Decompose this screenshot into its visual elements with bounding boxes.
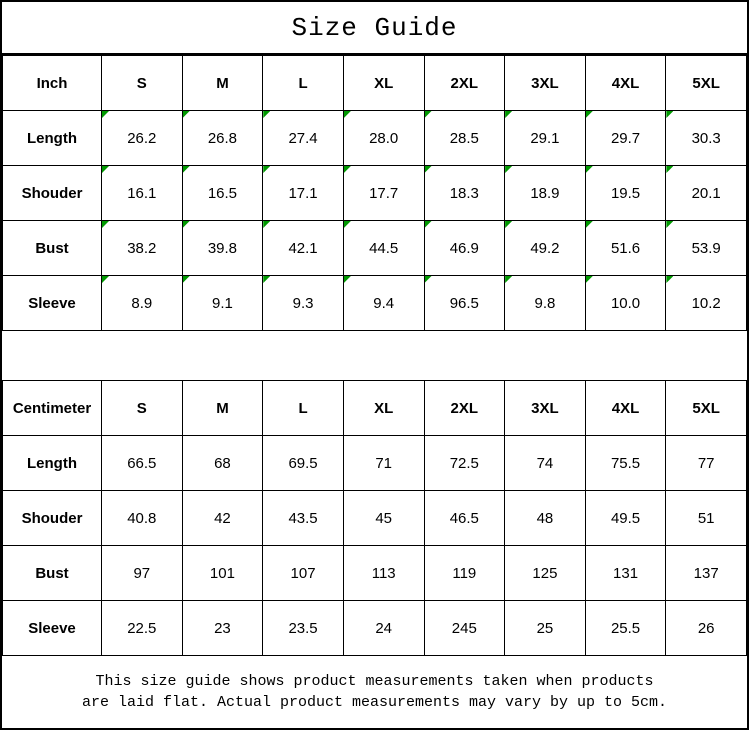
green-corner-triangle-icon — [344, 221, 351, 228]
measurement-value-cell — [424, 546, 505, 601]
measurement-value-cell — [505, 221, 586, 276]
measurement-value: 17.7 — [369, 184, 399, 202]
footer-disclaimer-line-2: are laid flat. Actual product measurements may vary by up to 5cm. — [81, 694, 668, 711]
green-corner-triangle-icon — [102, 221, 109, 228]
measurement-value: 71 — [375, 454, 393, 472]
measurement-value: 26.2 — [127, 129, 157, 147]
measurement-value: 28.0 — [369, 129, 399, 147]
measurement-label-cell: Length — [3, 111, 102, 166]
green-corner-triangle-icon — [102, 166, 109, 173]
size-guide-title: Size Guide — [2, 2, 747, 55]
measurement-value: 20.1 — [691, 184, 721, 202]
measurement-value: 66.5 — [127, 454, 157, 472]
measurement-value-cell — [343, 221, 424, 276]
green-corner-triangle-icon — [102, 276, 109, 283]
size-header-cell: L — [263, 381, 344, 436]
measurement-value-cell — [505, 601, 586, 656]
measurement-value-cell — [585, 111, 666, 166]
measurement-value: 69.5 — [288, 454, 318, 472]
measurement-value-cell — [182, 546, 263, 601]
measurement-value-cell — [424, 111, 505, 166]
green-corner-triangle-icon — [505, 111, 512, 118]
measurement-value-cell — [424, 221, 505, 276]
measurement-value-cell — [505, 546, 586, 601]
measurement-value-cell — [102, 491, 183, 546]
measurement-value-cell — [666, 546, 747, 601]
measurement-value: 25 — [536, 619, 554, 637]
measurement-value: 23.5 — [288, 619, 318, 637]
measurement-value: 131 — [613, 564, 639, 582]
measurement-value-cell — [343, 111, 424, 166]
green-corner-triangle-icon — [263, 166, 270, 173]
measurement-value: 101 — [209, 564, 235, 582]
size-header-cell: 3XL — [505, 56, 586, 111]
measurement-value: 107 — [290, 564, 316, 582]
measurement-value-cell — [505, 111, 586, 166]
measurement-value: 49.5 — [610, 509, 641, 527]
measurement-value: 8.9 — [131, 294, 153, 312]
measurement-value-cell — [666, 436, 747, 491]
green-corner-triangle-icon — [102, 111, 109, 118]
measurement-value: 44.5 — [369, 239, 399, 257]
green-corner-triangle-icon — [425, 111, 432, 118]
green-corner-triangle-icon — [505, 166, 512, 173]
measurement-value-cell — [102, 221, 183, 276]
measurement-value: 26 — [697, 619, 715, 637]
size-header-cell: 5XL — [666, 381, 747, 436]
measurement-value-cell — [263, 166, 344, 221]
measurement-value-cell — [102, 546, 183, 601]
size-header-cell: 5XL — [666, 56, 747, 111]
measurement-value: 27.4 — [288, 129, 318, 147]
green-corner-triangle-icon — [666, 111, 673, 118]
measurement-value: 28.5 — [449, 129, 479, 147]
green-corner-triangle-icon — [263, 276, 270, 283]
measurement-value: 42.1 — [288, 239, 318, 257]
measurement-value: 29.1 — [530, 129, 560, 147]
size-header-cell: M — [182, 381, 263, 436]
measurement-value-cell — [585, 436, 666, 491]
measurement-value: 43.5 — [288, 509, 318, 527]
measurement-value-cell — [102, 436, 183, 491]
measurement-value-cell — [263, 221, 344, 276]
measurement-label-cell: Bust — [3, 546, 102, 601]
green-corner-triangle-icon — [586, 221, 593, 228]
measurement-value: 38.2 — [127, 239, 157, 257]
measurement-value: 9.1 — [212, 294, 233, 312]
size-table-row — [3, 166, 747, 221]
green-corner-triangle-icon — [183, 276, 190, 283]
green-corner-triangle-icon — [505, 276, 512, 283]
measurement-value: 9.4 — [373, 294, 395, 312]
measurement-value-cell — [182, 491, 263, 546]
measurement-value-cell — [666, 601, 747, 656]
measurement-label-cell: Length — [3, 436, 102, 491]
measurement-value-cell — [263, 601, 344, 656]
measurement-value-cell — [585, 276, 666, 331]
green-corner-triangle-icon — [344, 276, 351, 283]
green-corner-triangle-icon — [586, 166, 593, 173]
measurement-value-cell — [102, 166, 183, 221]
green-corner-triangle-icon — [666, 276, 673, 283]
green-corner-triangle-icon — [586, 111, 593, 118]
green-corner-triangle-icon — [425, 221, 432, 228]
measurement-value-cell — [343, 491, 424, 546]
size-table-header-row — [3, 56, 747, 111]
measurement-value-cell — [424, 491, 505, 546]
measurement-value: 9.3 — [292, 294, 314, 312]
measurement-value-cell — [343, 546, 424, 601]
measurement-value: 24 — [375, 619, 393, 637]
measurement-value-cell — [505, 276, 586, 331]
measurement-value: 17.1 — [288, 184, 318, 202]
centimeter-size-table — [2, 380, 747, 656]
measurement-value: 119 — [452, 564, 477, 582]
measurement-value-cell — [102, 276, 183, 331]
size-header-cell: S — [102, 381, 183, 436]
measurement-value: 16.1 — [127, 184, 157, 202]
measurement-value-cell — [585, 601, 666, 656]
green-corner-triangle-icon — [263, 221, 270, 228]
measurement-value-cell — [343, 601, 424, 656]
measurement-value-cell — [343, 276, 424, 331]
measurement-value: 16.5 — [207, 184, 238, 202]
measurement-value-cell — [182, 166, 263, 221]
measurement-value-cell — [263, 276, 344, 331]
size-table-row — [3, 276, 747, 331]
measurement-value-cell — [585, 546, 666, 601]
size-header-cell: L — [263, 56, 344, 111]
measurement-value-cell — [182, 276, 263, 331]
measurement-value: 96.5 — [449, 294, 479, 312]
measurement-value: 18.9 — [530, 184, 560, 202]
measurement-value-cell — [263, 111, 344, 166]
measurement-value: 53.9 — [691, 239, 721, 257]
measurement-value-cell — [182, 111, 263, 166]
size-table-row — [3, 601, 747, 656]
measurement-value: 39.8 — [207, 239, 238, 257]
measurement-value-cell — [343, 166, 424, 221]
measurement-value-cell — [263, 436, 344, 491]
measurement-value: 30.3 — [691, 129, 721, 147]
measurement-value-cell — [505, 166, 586, 221]
size-header-cell: M — [182, 56, 263, 111]
size-header-cell: 2XL — [424, 381, 505, 436]
measurement-value-cell — [424, 166, 505, 221]
measurement-value: 10.0 — [610, 294, 641, 312]
measurement-value-cell — [102, 601, 183, 656]
green-corner-triangle-icon — [263, 111, 270, 118]
green-corner-triangle-icon — [344, 166, 351, 173]
measurement-label-cell: Sleeve — [3, 601, 102, 656]
size-header-cell: 4XL — [585, 56, 666, 111]
measurement-value: 29.7 — [610, 129, 641, 147]
size-header-cell: 3XL — [505, 381, 586, 436]
measurement-value: 48 — [536, 509, 554, 527]
measurement-value: 46.5 — [449, 509, 479, 527]
measurement-value-cell — [263, 491, 344, 546]
size-header-cell: XL — [343, 381, 424, 436]
measurement-value: 75.5 — [610, 454, 641, 472]
green-corner-triangle-icon — [183, 221, 190, 228]
measurement-value-cell — [666, 166, 747, 221]
green-corner-triangle-icon — [505, 221, 512, 228]
measurement-value: 72.5 — [449, 454, 479, 472]
measurement-value: 125 — [532, 564, 558, 582]
measurement-value: 113 — [371, 564, 396, 582]
measurement-value-cell — [505, 436, 586, 491]
measurement-value: 137 — [693, 564, 719, 582]
measurement-value: 19.5 — [610, 184, 641, 202]
measurement-value-cell — [424, 601, 505, 656]
measurement-value-cell — [182, 221, 263, 276]
measurement-value: 22.5 — [127, 619, 157, 637]
measurement-value: 74 — [536, 454, 554, 472]
green-corner-triangle-icon — [425, 166, 432, 173]
measurement-value-cell — [666, 276, 747, 331]
measurement-value: 49.2 — [530, 239, 560, 257]
measurement-value-cell — [102, 111, 183, 166]
measurement-label-cell: Shouder — [3, 166, 102, 221]
measurement-value: 46.9 — [449, 239, 479, 257]
unit-header-cell: Inch — [3, 56, 102, 111]
measurement-value: 45 — [375, 509, 393, 527]
measurement-value: 18.3 — [449, 184, 479, 202]
measurement-value-cell — [343, 436, 424, 491]
green-corner-triangle-icon — [344, 111, 351, 118]
size-table-row — [3, 546, 747, 601]
green-corner-triangle-icon — [666, 166, 673, 173]
measurement-value-cell — [263, 546, 344, 601]
measurement-value: 42 — [214, 509, 231, 527]
measurement-value: 9.8 — [534, 294, 556, 312]
measurement-value: 40.8 — [127, 509, 157, 527]
size-table-row — [3, 491, 747, 546]
measurement-value: 51.6 — [610, 239, 641, 257]
green-corner-triangle-icon — [183, 111, 190, 118]
spacer-row — [2, 331, 747, 380]
measurement-value-cell — [585, 166, 666, 221]
measurement-value: 68 — [214, 454, 231, 472]
green-corner-triangle-icon — [183, 166, 190, 173]
green-corner-triangle-icon — [425, 276, 432, 283]
footer-disclaimer — [2, 656, 747, 728]
measurement-value: 245 — [451, 619, 477, 637]
measurement-value: 51 — [697, 509, 715, 527]
measurement-label-cell: Bust — [3, 221, 102, 276]
measurement-value: 97 — [133, 564, 151, 582]
green-corner-triangle-icon — [586, 276, 593, 283]
measurement-value-cell — [424, 436, 505, 491]
measurement-value: 25.5 — [610, 619, 641, 637]
size-header-cell: 4XL — [585, 381, 666, 436]
measurement-value-cell — [424, 276, 505, 331]
measurement-value-cell — [666, 221, 747, 276]
size-header-cell: XL — [343, 56, 424, 111]
inch-size-table — [2, 55, 747, 331]
size-header-cell: S — [102, 56, 183, 111]
measurement-label-cell: Sleeve — [3, 276, 102, 331]
size-table-row — [3, 221, 747, 276]
measurement-value-cell — [585, 491, 666, 546]
footer-disclaimer-line-1: This size guide shows product measurements taken when products — [95, 673, 654, 690]
size-table-row — [3, 436, 747, 491]
measurement-value: 23 — [214, 619, 231, 637]
size-table-header-row — [3, 381, 747, 436]
measurement-value-cell — [666, 111, 747, 166]
measurement-value: 26.8 — [207, 129, 238, 147]
measurement-value: 77 — [697, 454, 715, 472]
unit-header-cell: Centimeter — [3, 381, 102, 436]
measurement-value-cell — [666, 491, 747, 546]
measurement-value-cell — [182, 601, 263, 656]
measurement-value-cell — [505, 491, 586, 546]
measurement-value-cell — [585, 221, 666, 276]
green-corner-triangle-icon — [666, 221, 673, 228]
measurement-value-cell — [182, 436, 263, 491]
measurement-label-cell: Shouder — [3, 491, 102, 546]
measurement-value: 10.2 — [691, 294, 721, 312]
size-table-row — [3, 111, 747, 166]
size-header-cell: 2XL — [424, 56, 505, 111]
